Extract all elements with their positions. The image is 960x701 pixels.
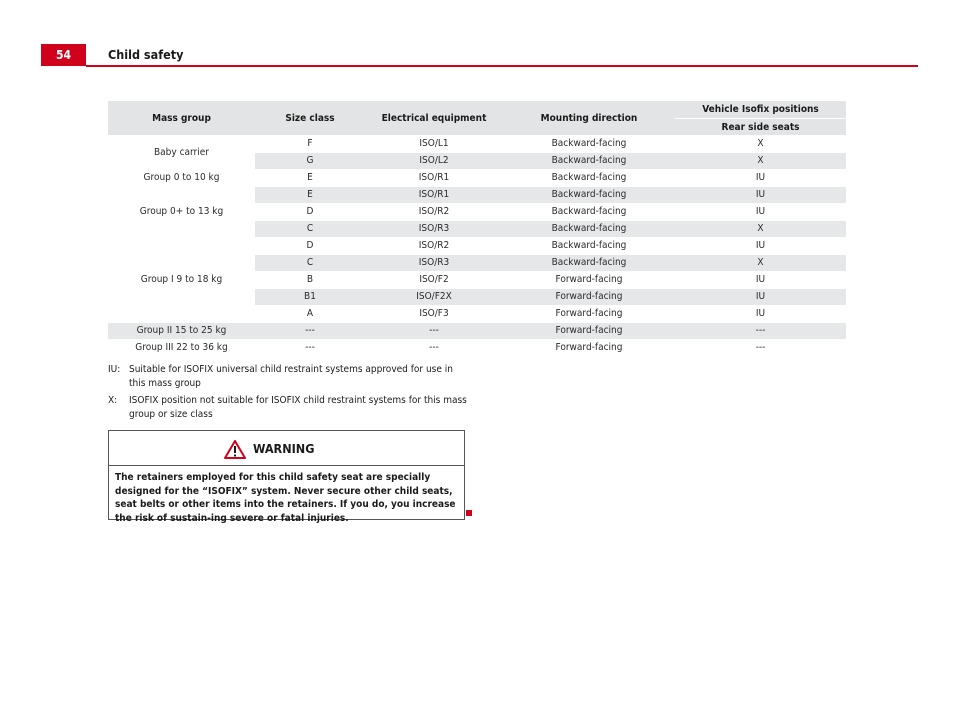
- direction-cell: Forward-facing: [503, 340, 675, 357]
- header-rule: [86, 65, 918, 67]
- equipment-cell: ISO/L2: [365, 153, 503, 170]
- table-row: [108, 340, 846, 357]
- mass-group-cell: Group II 15 to 25 kg: [108, 323, 255, 340]
- position-cell: IU: [675, 272, 846, 289]
- position-cell: IU: [675, 204, 846, 221]
- direction-cell: Backward-facing: [503, 187, 675, 204]
- header-electrical-equipment: Electrical equipment: [365, 101, 503, 136]
- size-class-cell: G: [255, 153, 365, 170]
- legend-key: IU:: [108, 364, 121, 375]
- table-row: [108, 187, 846, 204]
- equipment-cell: ISO/R1: [365, 187, 503, 204]
- direction-cell: Backward-facing: [503, 238, 675, 255]
- direction-cell: Backward-facing: [503, 221, 675, 238]
- size-class-cell: ---: [255, 340, 365, 357]
- legend-item: [108, 394, 468, 421]
- legend-key: X:: [108, 395, 118, 406]
- legend: [108, 363, 468, 425]
- mass-group-cell: Group 0+ to 13 kg: [108, 187, 255, 238]
- size-class-cell: F: [255, 136, 365, 153]
- table-row: [108, 170, 846, 187]
- table-row: [108, 323, 846, 340]
- mass-group-cell: Group I 9 to 18 kg: [108, 238, 255, 323]
- size-class-cell: C: [255, 221, 365, 238]
- mass-group-cell: Group III 22 to 36 kg: [108, 340, 255, 357]
- header-mounting-direction: Mounting direction: [503, 101, 675, 136]
- equipment-cell: ISO/L1: [365, 136, 503, 153]
- size-class-cell: D: [255, 204, 365, 221]
- equipment-cell: ISO/R1: [365, 170, 503, 187]
- position-cell: IU: [675, 306, 846, 323]
- size-class-cell: B: [255, 272, 365, 289]
- equipment-cell: ISO/R2: [365, 204, 503, 221]
- equipment-cell: ISO/R3: [365, 221, 503, 238]
- direction-cell: Backward-facing: [503, 204, 675, 221]
- legend-text: ISOFIX position not suitable for ISOFIX child restraint systems for this mass group or size class: [129, 395, 467, 420]
- size-class-cell: D: [255, 238, 365, 255]
- size-class-cell: A: [255, 306, 365, 323]
- size-class-cell: ---: [255, 323, 365, 340]
- legend-text: Suitable for ISOFIX universal child restraint systems approved for use in this mass group: [129, 364, 453, 389]
- warning-header: [109, 431, 464, 466]
- equipment-cell: ---: [365, 340, 503, 357]
- position-cell: X: [675, 153, 846, 170]
- direction-cell: Backward-facing: [503, 170, 675, 187]
- position-cell: ---: [675, 323, 846, 340]
- page-number: 54: [41, 44, 86, 66]
- legend-item: [108, 363, 468, 390]
- equipment-cell: ISO/R3: [365, 255, 503, 272]
- position-cell: IU: [675, 187, 846, 204]
- size-class-cell: E: [255, 170, 365, 187]
- equipment-cell: ISO/R2: [365, 238, 503, 255]
- equipment-cell: ---: [365, 323, 503, 340]
- size-class-cell: C: [255, 255, 365, 272]
- direction-cell: Backward-facing: [503, 255, 675, 272]
- table-row: [108, 136, 846, 153]
- direction-cell: Forward-facing: [503, 289, 675, 306]
- position-cell: X: [675, 136, 846, 153]
- equipment-cell: ISO/F3: [365, 306, 503, 323]
- direction-cell: Forward-facing: [503, 272, 675, 289]
- header-vehicle-isofix-positions: Vehicle Isofix positions: [675, 101, 846, 119]
- mass-group-cell: Group 0 to 10 kg: [108, 170, 255, 187]
- position-cell: X: [675, 255, 846, 272]
- header-rear-side-seats: Rear side seats: [675, 119, 846, 136]
- size-class-cell: E: [255, 187, 365, 204]
- mass-group-cell: Baby carrier: [108, 136, 255, 170]
- section-end-marker: [466, 510, 472, 516]
- warning-box: [108, 430, 465, 524]
- equipment-cell: ISO/F2: [365, 272, 503, 289]
- warning-triangle-icon: [224, 440, 246, 459]
- header-mass-group: Mass group: [108, 101, 255, 136]
- header-size-class: Size class: [255, 101, 365, 136]
- position-cell: ---: [675, 340, 846, 357]
- position-cell: IU: [675, 289, 846, 306]
- warning-text: The retainers employed for this child safety seat are specially designed for the “ISOFIX” system. Never secure other child seats, seat belts or other items into the retainers. If you do, you increase the risk of sustain-ing severe or fatal injuries.: [115, 472, 456, 524]
- page-header: [0, 44, 918, 68]
- direction-cell: Forward-facing: [503, 323, 675, 340]
- table-row: [108, 238, 846, 255]
- equipment-cell: ISO/F2X: [365, 289, 503, 306]
- direction-cell: Backward-facing: [503, 136, 675, 153]
- isofix-table: [108, 101, 846, 356]
- position-cell: IU: [675, 238, 846, 255]
- size-class-cell: B1: [255, 289, 365, 306]
- warning-title: WARNING: [253, 441, 315, 456]
- direction-cell: Forward-facing: [503, 306, 675, 323]
- section-title: Child safety: [108, 47, 184, 62]
- position-cell: IU: [675, 170, 846, 187]
- position-cell: X: [675, 221, 846, 238]
- direction-cell: Backward-facing: [503, 153, 675, 170]
